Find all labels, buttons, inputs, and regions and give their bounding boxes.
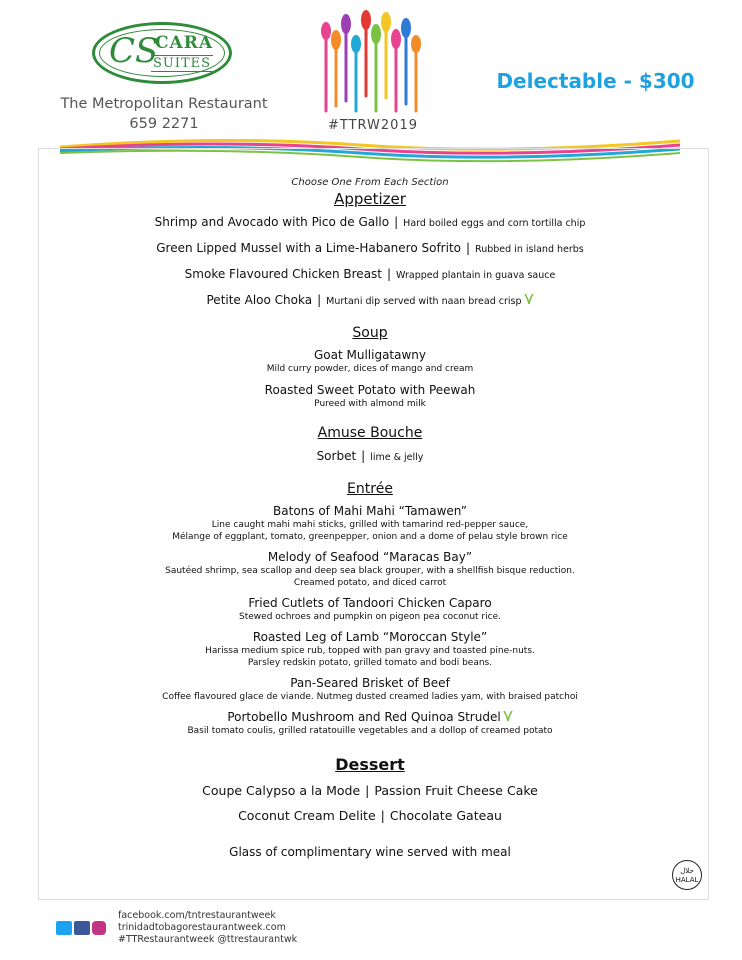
entree-item-name: Melody of Seafood “Maracas Bay” [267,550,473,564]
soup-item-desc: Mild curry powder, dices of mango and cream [266,364,474,374]
wine-note: Glass of complimentary wine served with meal [229,845,511,859]
entree-item-desc: Creamed potato, and diced carrot [293,578,447,588]
appetizer-heading: Appetizer [334,190,406,208]
restaurant-name: The Metropolitan Restaurant [60,96,268,112]
menu-price: Delectable - $300 [496,69,695,93]
entree-item-name: Pan-Seared Brisket of Beef [290,676,450,690]
menu-body [60,176,680,860]
entree-item-row: Portobello Mushroom and Red Quinoa Strudel [60,710,680,725]
soup-item-name: Goat Mulligatawny [313,348,427,362]
dessert-row: Coconut Cream Delite | Chocolate Gateau [238,808,502,823]
entree-item-name: Batons of Mahi Mahi “Tamawen” [273,504,467,518]
soup-heading: Soup [352,325,388,341]
entree-item-desc: Sautéed shrimp, sea scallop and deep sea black grouper, with a shellfish bisque reduction. [165,566,575,576]
soup-item-name: Roasted Sweet Potato with Peewah [264,383,476,397]
instagram-icon[interactable] [92,921,106,935]
entree-item-desc: Coffee flavoured glace de viande. Nutmeg dusted creamed ladies yam, with braised patchoi [162,692,578,702]
soup-item-desc: Pureed with almond milk [314,399,426,409]
appetizer-item: Smoke Flavoured Chicken Breast | Wrapped plantain in guava sauce [184,267,556,281]
footer-links [118,910,297,946]
logo-monogram: CS [109,31,159,71]
entree-item-desc: Mélange of eggplant, tomato, greenpepper, onion and a dome of pelau style brown rice [172,532,568,542]
logo-line2: SUITES [153,56,212,71]
appetizer-item: Green Lipped Mussel with a Lime-Habanero Sofrito | Rubbed in island herbs [156,241,584,255]
entree-item-name: Roasted Leg of Lamb “Moroccan Style” [252,630,488,644]
entree-heading: Entrée [347,481,393,497]
facebook-icon[interactable] [74,921,90,935]
logo-line1: CARA [155,33,214,53]
entree-item-desc: Parsley redskin potato, grilled tomato and bodi beans. [247,658,493,668]
dessert-row: Coupe Calypso a la Mode | Passion Fruit Cheese Cake [202,783,538,798]
entree-item-desc: Stewed ochroes and pumpkin on pigeon pea coconut rice. [239,612,501,622]
appetizer-item: Petite Aloo Choka | Murtani dip served with naan bread crisp [60,292,680,310]
cara-suites-logo [92,22,232,84]
entree-item-desc: Harissa medium spice rub, topped with pan gravy and toasted pine-nuts. [205,646,535,656]
cutlery-graphic-icon [318,6,428,116]
menu-instruction: Choose One From Each Section [291,177,449,188]
entree-item-desc: Line caught mahi mahi sticks, grilled with tamarind red-pepper sauce, [211,520,529,530]
entree-item-desc: Basil tomato coulis, grilled ratatouille vegetables and a dollop of creamed potato [187,726,553,736]
facebook-link[interactable]: facebook.com/tntrestaurantweek [118,910,276,921]
halal-badge-icon: حلال HALAL [672,860,702,890]
twitter-icon[interactable] [56,921,72,935]
dessert-heading: Dessert [335,755,405,774]
entree-item-name: Fried Cutlets of Tandoori Chicken Caparo [248,596,492,610]
amuse-bouche-heading: Amuse Bouche [317,425,423,441]
event-hashtag: #TTRW2019 [328,118,418,133]
amuse-item: Sorbet | lime & jelly [316,449,424,463]
vegetarian-leaf-icon [503,710,513,722]
social-handles: #TTRestaurantweek @ttrestaurantwk [118,934,298,945]
social-icons [56,920,106,939]
appetizer-item: Shrimp and Avocado with Pico de Gallo | Hard boiled eggs and corn tortilla chip [154,215,586,229]
website-link[interactable]: trinidadtobagorestaurantweek.com [118,922,286,933]
restaurant-phone: 659 2271 [129,116,199,132]
vegetarian-leaf-icon [524,293,534,305]
